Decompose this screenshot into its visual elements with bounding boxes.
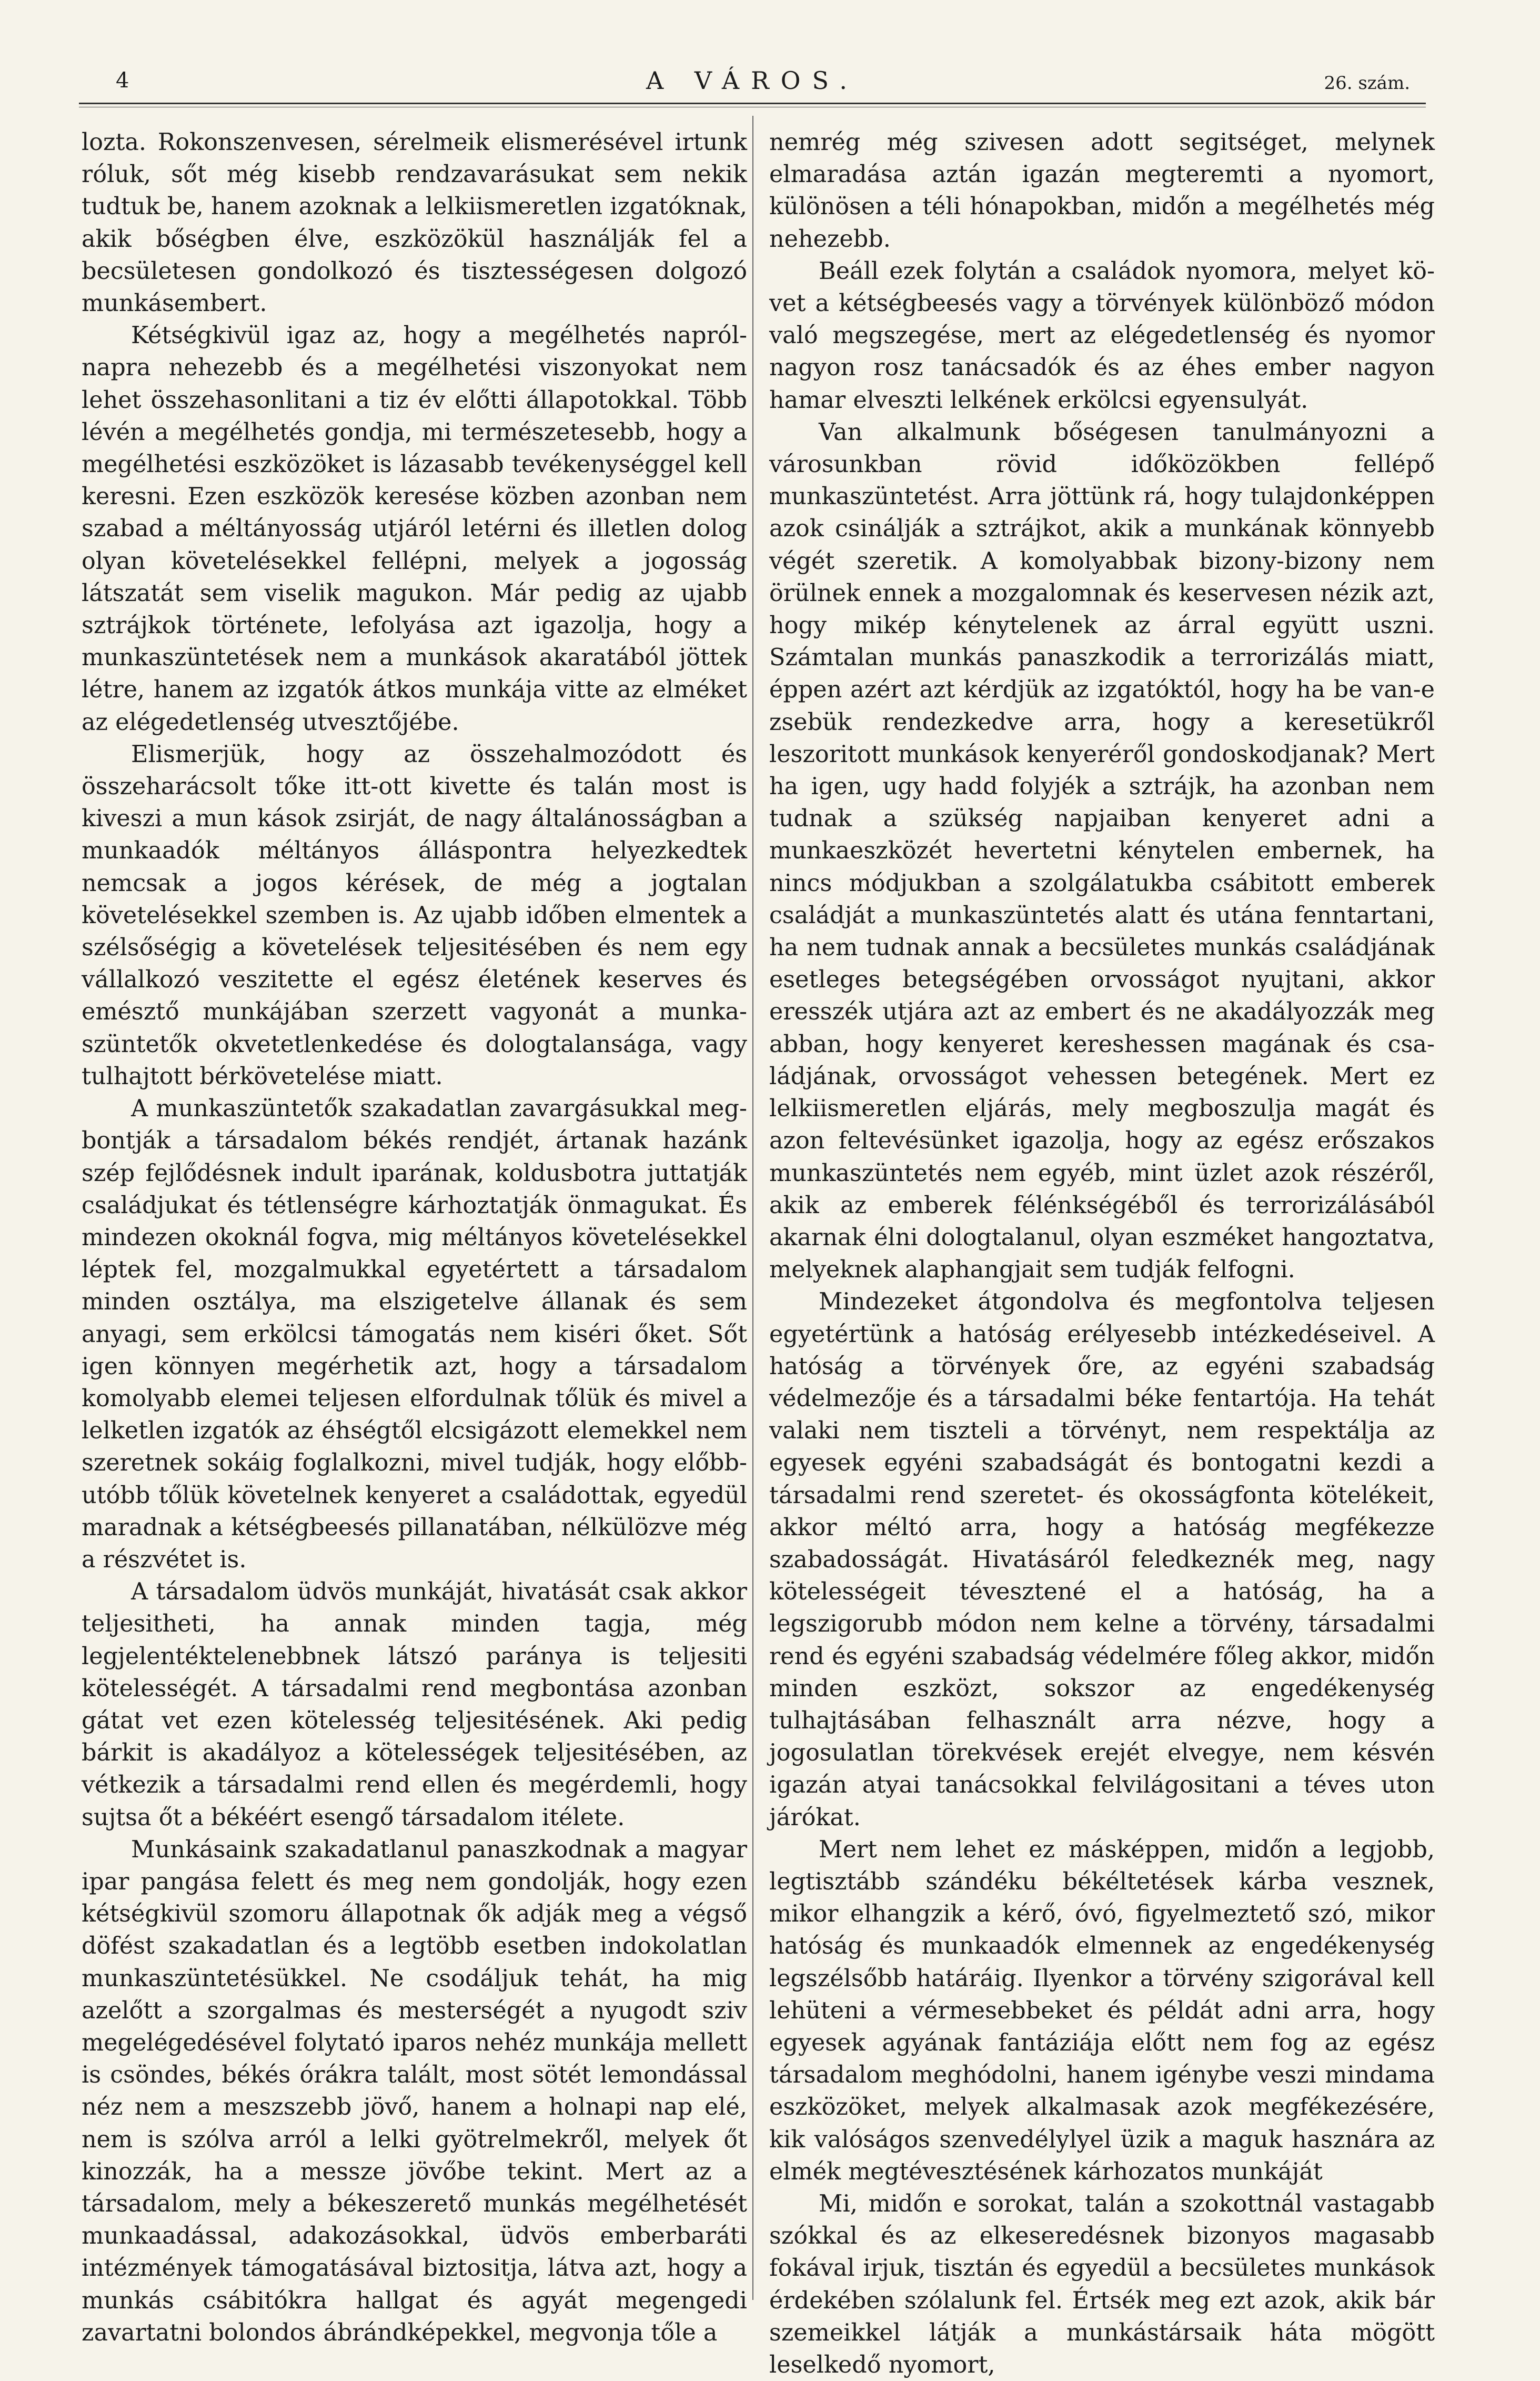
page-header <box>79 62 1426 104</box>
page-number: 4 <box>116 68 129 93</box>
issue-number: 26. szám. <box>1324 73 1410 94</box>
right-column <box>769 126 1435 2381</box>
paragraph: Mindezeket átgondolva és megfontolva teljesen egyetértünk a hatóság erélyesebb intézkedéseivel. A hatóság a törvények őre, az egyéni szabadság védelmezője és a társadalmi béke fentartója. Ha tehát valaki nem tiszteli a törvényt, nem respektálja az egyesek egyéni szabadságát és bontogatni kezdi a társadalmi rend szeretet- és okosságfonta kötelékeit, akkor méltó arra, hogy a hatóság megfékezze szabadosságát. Hivatásáról feledkeznék meg, nagy kötelességeit tévesztené el a hatóság, ha a legszigorubb módon nem kelne a törvény, társadalmi rend és egyéni szabadság védelmére főleg akkor, midőn minden eszközt, sokszor az engedékenység tulhajtásában felhasznált arra nézve, hogy a jogosulatlan törekvések erejét elvegye, nem késvén igazán atyai tanácsokkal felvilágositani a téves uton járókat. <box>769 1288 1435 1831</box>
paragraph: A társadalom üdvös munkáját, hivatását csak akkor teljesitheti, ha annak minden tagja, még legjelentéktelenebbnek látszó paránya is teljesiti kötelességét. A társadalmi rend megbontása azonban gátat vet ezen kötelesség teljesitésének. Aki pedig bárkit is akadályoz a kötelességek teljesitésében, az vétkezik a társadalmi rend ellen és megérdemli, hogy sujtsa őt a békéért esengő társadalom itélete. <box>82 1578 747 1831</box>
paragraph: Kétségkivül igaz az, hogy a megélhetés napról-napra nehezebb és a megélhetési viszonyokat nem lehet összehasonlitani a tiz év előtti állapotokkal. Több lévén a megélhetés gondja, mi természetesebb, hogy a megélhetési eszközöket is lázasabb tevékenységgel kell keresni. Ezen eszközök keresése közben azonban nem szabad a méltányosság utjáról letérni és illetlen dolog olyan követelésekkel fellépni, melyek a jogosság látszatát sem viselik magukon. Már pedig az ujabb sztrájkok története, lefolyása azt igazolja, hogy a munkaszüntetések nem a munkások akaratából jöttek létre, hanem az izgatók átkos munkája vitte az elméket az elégedetlenség utvesztőjébe. <box>82 322 747 736</box>
left-column <box>82 126 747 2349</box>
paragraph: Van alkalmunk bőségesen tanulmányozni a városunkban rövid időközökben fellépő munkaszüntetést. Arra jöttünk rá, hogy tulajdonképpen azok csinálják a sztrájkot, akik a munkának könnyebb végét szeretik. A komolyabbak bizony-bizony nem örülnek ennek a mozgalomnak és keservesen nézik azt, hogy mikép kénytelenek az árral együtt uszni. Számtalan munkás panaszkodik a terrorizálás miatt, éppen azért azt kérdjük az izgatóktól, hogy ha be van-e zsebük rendezkedve arra, hogy a keresetükről leszoritott munkások kenyeréről gondoskodjanak? Mert ha igen, ugy hadd folyjék a sztrájk, ha azonban nem tudnak a szükség napjaiban kenyeret adni a munkaeszközét hevertetni kénytelen embernek, ha nincs módjukban a szolgálatukba csábitott emberek családját a munkaszüntetés alatt és utána fenntartani, ha nem tudnak annak a becsületes munkás családjának esetleges betegségében orvosságot nyujtani, akkor eresszék utjára azt az embert és ne akadályozzák meg abban, hogy kenyeret kereshessen magának és családjának, orvosságot vehessen betegének. Mert ez lelkiismeretlen eljárás, mely megboszulja magát és azon feltevésünket igazolja, hogy az egész erőszakos munkaszüntetés nem egyéb, mint üzlet azok részéről, akik az emberek félénkségéből és terrorizálásából akarnak élni dologtalanul, olyan eszméket hangoztatva, melyeknek alaphangjait sem tudják felfogni. <box>769 418 1435 1284</box>
paragraph: Mert nem lehet ez másképpen, midőn a legjobb, legtisztább szándéku békéltetések kárba vesznek, mikor elhangzik a kérő, óvó, figyelmeztető szó, mikor hatóság és munkaadók elmennek az engedékenység legszélsőbb határáig. Ilyenkor a törvény szigorával kell lehüteni a vérmesebbeket és példát adni arra, hogy egyesek agyának fantáziája előtt nem fog az egész társadalom meghódolni, hanem igénybe veszi mindama eszközöket, melyek alkalmasak azok megfékezésére, kik valóságos szenvedélylyel üzik a maguk hasznára az elmék megtévesztésének kárhozatos munkáját <box>769 1836 1435 2185</box>
paragraph: Munkásaink szakadatlanul panaszkodnak a magyar ipar pangása felett és meg nem gondolják, hogy ezen kétségkivül szomoru állapotnak ők adják meg a végső döfést szakadatlan és a legtöbb esetben indokolatlan munkaszüntetésükkel. Ne csodáljuk tehát, ha mig azelőtt a szorgalmas és mesterségét a nyugodt sziv megelégedésével folytató iparos nehéz munkája mellett is csöndes, békés órákra talált, most sötét lemondással néz nem a meszszebb jövő, hanem a holnapi nap elé, nem is szólva arról a lelki gyötrelmekről, melyek őt kinozzák, ha a messze jövőbe tekint. Mert az a társadalom, mely a békeszerető munkás megélhetését munkaadással, adakozásokkal, üdvös emberbaráti intézmények támogatásával biztositja, látva azt, hogy a munkás csábitókra hallgat és agyát megengedi zavartatni bolondos ábrándképekkel, megvonja tőle a <box>82 1836 747 2346</box>
header-rule <box>79 103 1426 104</box>
paragraph: nemrég még szivesen adott segitséget, melynek elmaradása aztán igazán megteremti a nyomort, különösen a téli hónapokban, midőn a megélhetés még nehezebb. <box>769 129 1435 253</box>
paragraph: A munkaszüntetők szakadatlan zavargásukkal megbontják a társadalom békés rendjét, ártanak hazánk szép fejlődésnek indult iparának, koldusbotra juttatják családjukat és tétlenségre kárhoztatják önmagukat. És mindezen okoknál fogva, mig méltányos követelésekkel léptek fel, mozgalmukkal egyetértett a társadalom minden osztálya, ma elszigetelve állanak és sem anyagi, sem erkölcsi támogatás nem kiséri őket. Sőt igen könnyen megérhetik azt, hogy a társadalom komolyabb elemei teljesen elfordulnak tőlük és mivel a lelketlen izgatók az éhségtől elcsigázott elemekkel nem szeretnek sokáig foglalkozni, mivel tudják, hogy előbb-utóbb tőlük követelnek kenyeret a családottak, egyedül maradnak a kétségbeesés pillanatában, nélkülözve még a részvétet is. <box>82 1095 747 1573</box>
paragraph: Beáll ezek folytán a családok nyomora, melyet követ a kétségbeesés vagy a törvények különböző módon való megszegése, mert az elégedetlenség és nyomor nagyon rosz tanácsadók és az éhes ember nagyon hamar elveszti lelkének erkölcsi egyensulyát. <box>769 257 1435 414</box>
column-divider <box>752 116 753 2300</box>
paragraph: lozta. Rokonszenvesen, sérelmeik elismerésével irtunk róluk, sőt még kisebb rendzavarásukat sem nekik tudtuk be, hanem azoknak a lelkiismeretlen izgatóknak, akik bőségben élve, eszközökül használják fel a becsületesen gondolkozó és tisztességesen dolgozó munkásembert. <box>82 129 747 317</box>
paragraph: Mi, midőn e sorokat, talán a szokottnál vastagabb szókkal és az elkeseredésnek bizonyos magasabb fokával irjuk, tisztán és egyedül a becsületes munkások érdekében szólalunk fel. Értsék meg ezt azok, akik bár szemeikkel látják a munkástársaik háta mögött leselkedő nyomort, <box>769 2190 1435 2379</box>
publication-title: A VÁROS. <box>646 66 859 95</box>
paragraph: Elismerjük, hogy az összehalmozódott és összeharácsolt tőke itt-ott kivette és talán most is kiveszi a mun kások zsirját, de nagy általánosságban a munkaadók méltányos álláspontra helyezkedtek nemcsak a jogos kérések, de még a jogtalan követelésekkel szemben is. Az ujabb időben elmentek a szélsőségig a követelések teljesitésében és nem egy vállalkozó veszitette el egész életének keserves és emésztő munkájában szerzett vagyonát a munkaszüntetők okvetetlenkedése és dologtalansága, vagy tulhajtott bérkövetelése miatt. <box>82 741 747 1090</box>
